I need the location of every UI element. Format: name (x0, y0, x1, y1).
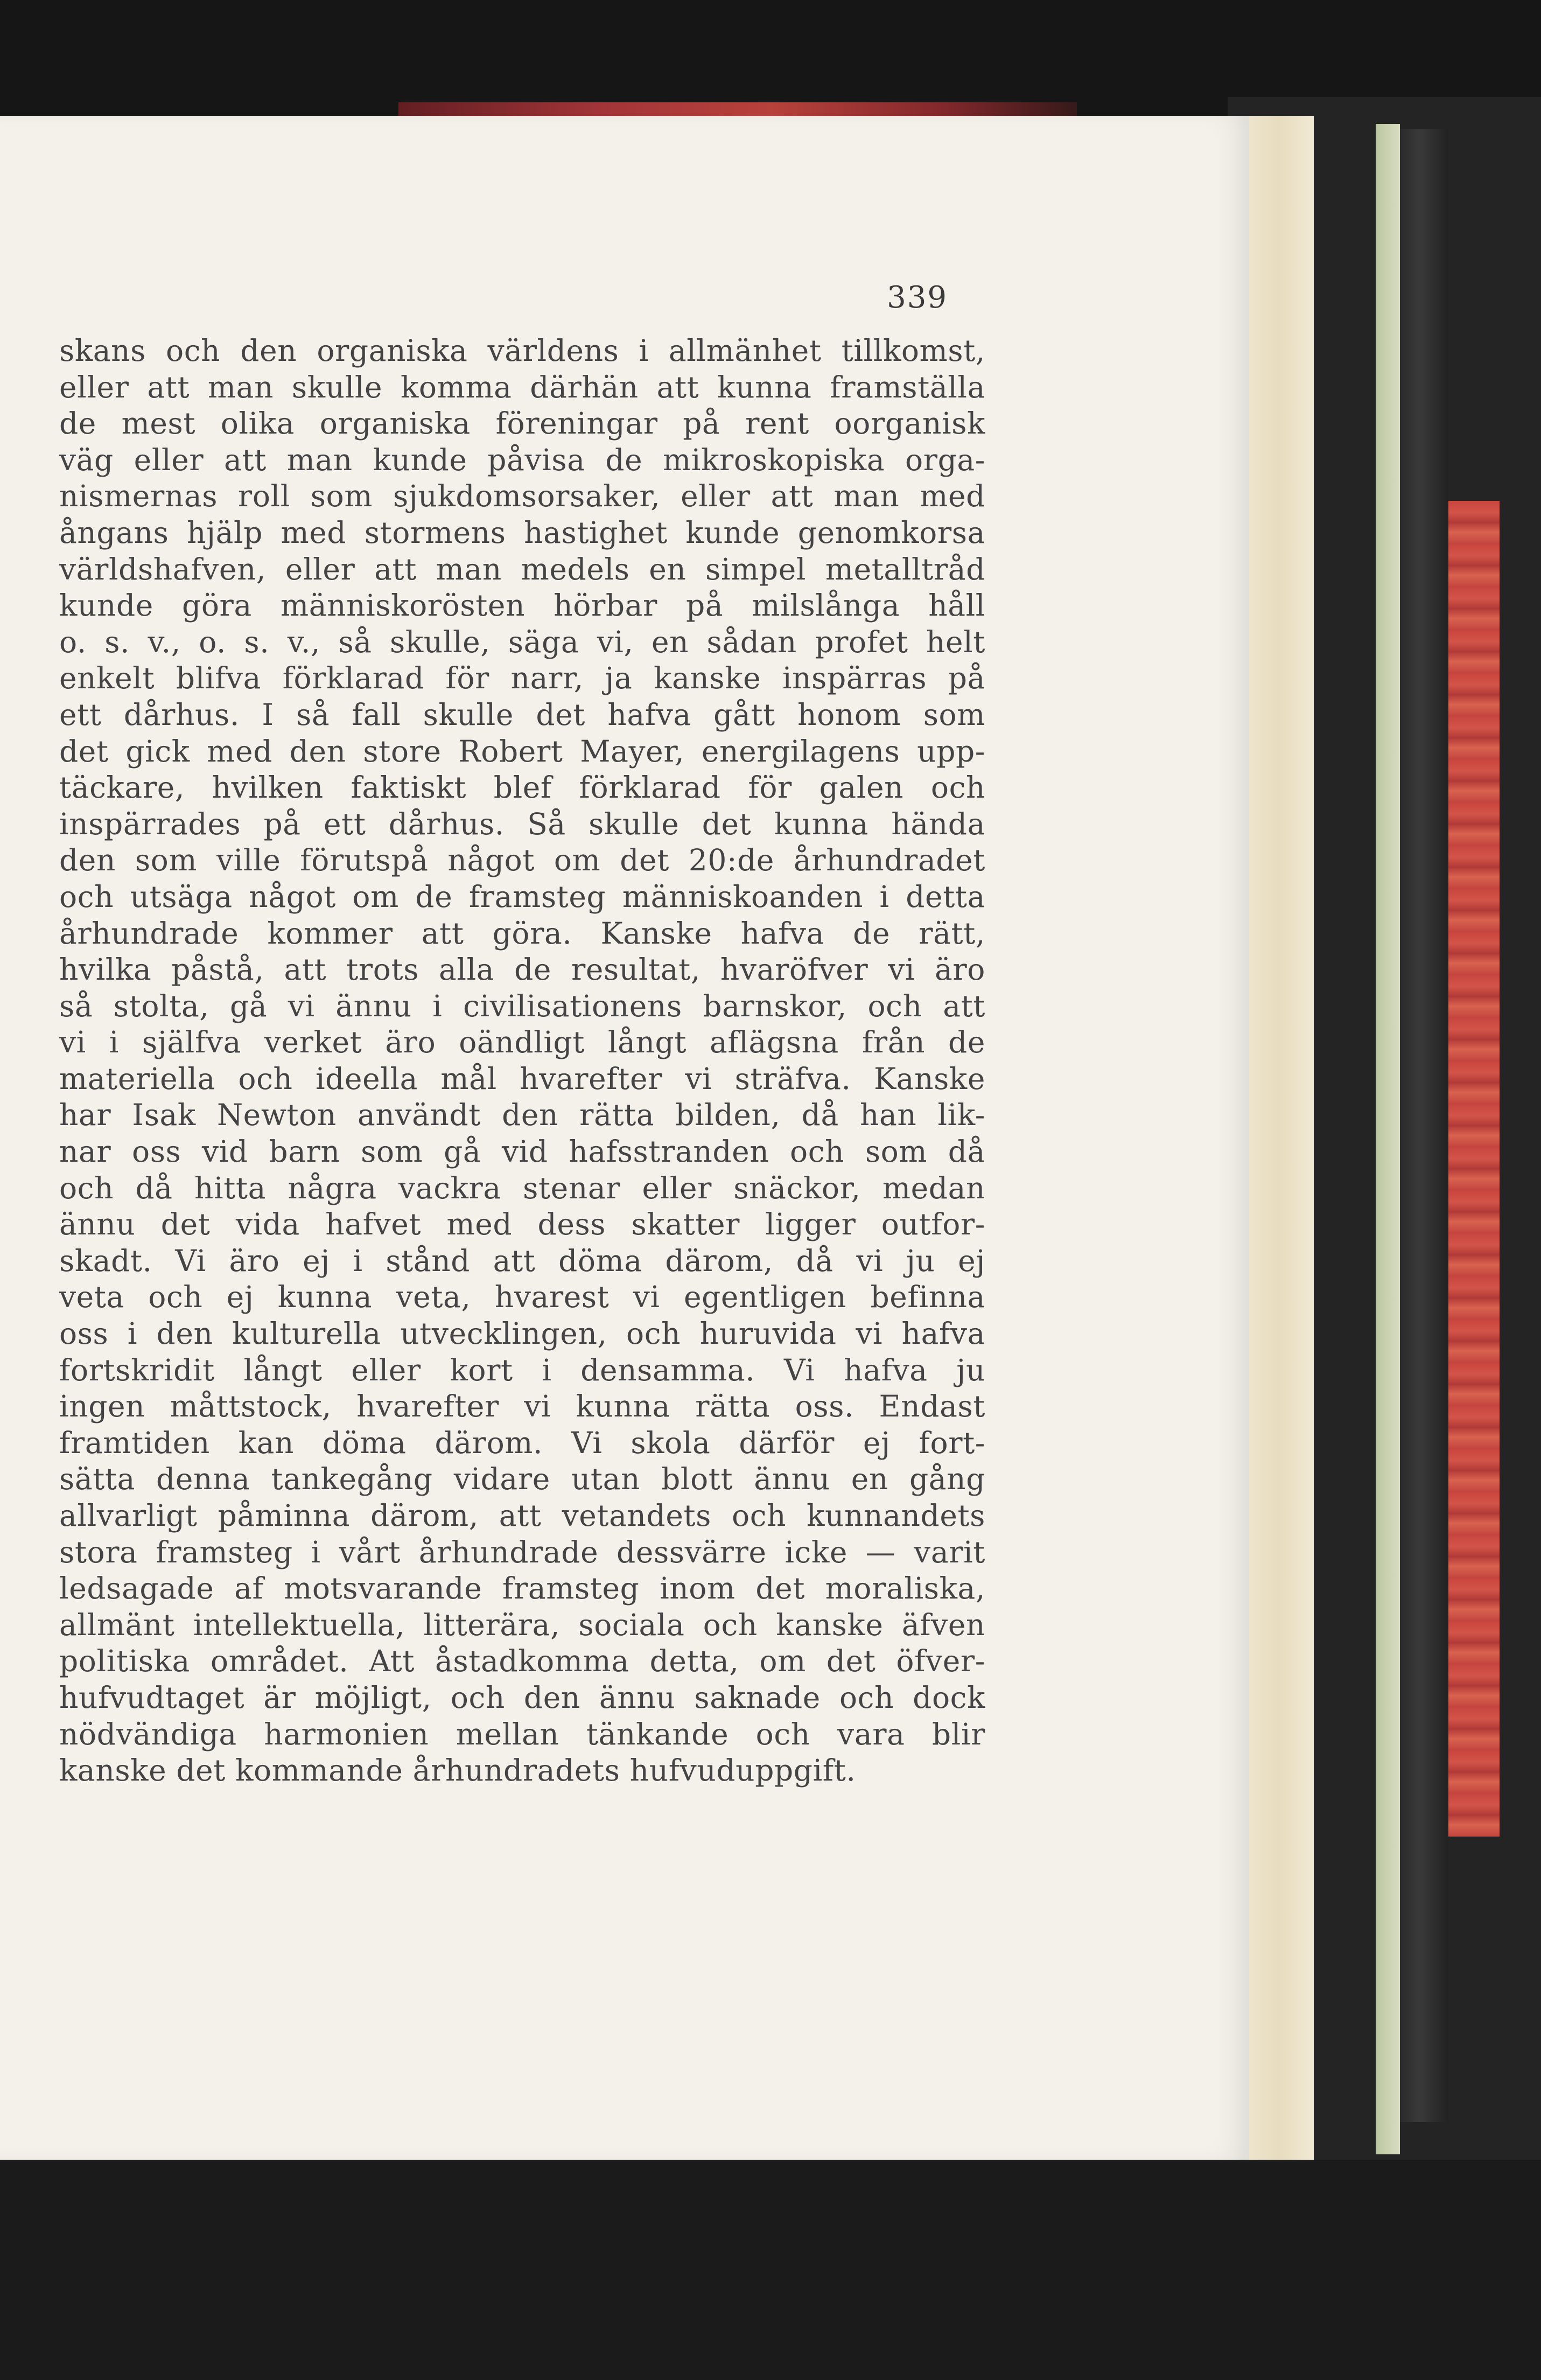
text-line: ett dårhus. I så fall skulle det hafva gått honom som (59, 697, 985, 732)
text-line: enkelt blifva förklarad för narr, ja kanske inspärras på (59, 661, 985, 696)
text-line: väg eller att man kunde påvisa de mikroskopiska orga- (59, 442, 985, 477)
text-line: eller att man skulle komma därhän att kunna framställa (59, 369, 985, 404)
text-line: kunde göra människorösten hörbar på milslånga håll (59, 588, 985, 623)
text-line: sätta denna tankegång vidare utan blott ännu en gång (59, 1462, 985, 1497)
text-line: så stolta, gå vi ännu i civilisationens barnskor, och att (59, 988, 985, 1023)
text-line: ännu det vida hafvet med dess skatter ligger outfor- (59, 1207, 985, 1242)
text-line: inspärrades på ett dårhus. Så skulle det kunna hända (59, 806, 985, 841)
text-line: kanske det kommande århundradets hufvuduppgift. (59, 1753, 856, 1788)
text-line: framtiden kan döma därom. Vi skola därför ej fort- (59, 1425, 985, 1460)
text-line: skadt. Vi äro ej i stånd att döma därom, då vi ju ej (59, 1243, 985, 1278)
text-line: den som ville förutspå något om det 20:de århundradet (59, 843, 985, 878)
text-line: allvarligt påminna därom, att vetandets och kunnandets (59, 1498, 985, 1533)
scan-bottom-margin (0, 2160, 1541, 2380)
text-line: nismernas roll som sjukdomsorsaker, eller att man med (59, 479, 985, 514)
text-line: det gick med den store Robert Mayer, energilagens upp- (59, 734, 985, 769)
text-line: nödvändiga harmonien mellan tänkande och vara blir (59, 1716, 985, 1751)
text-line: stora framsteg i vårt århundrade dessvärre icke — varit (59, 1534, 985, 1569)
body-text (59, 333, 985, 1789)
text-line: ingen måttstock, hvarefter vi kunna rätta oss. Endast (59, 1389, 985, 1424)
page-stack-edge (1244, 116, 1314, 2162)
text-line: o. s. v., o. s. v., så skulle, säga vi, en sådan profet helt (59, 624, 985, 659)
text-line: politiska området. Att åstadkomma detta, om det öfver- (59, 1644, 985, 1679)
page-number: 339 (887, 280, 948, 315)
text-line: täckare, hvilken faktiskt blef förklarad för galen och (59, 770, 985, 805)
text-line: oss i den kulturella utvecklingen, och huruvida vi hafva (59, 1316, 985, 1351)
text-line: veta och ej kunna veta, hvarest vi egentligen befinna (59, 1280, 985, 1315)
text-line: allmänt intellektuella, litterära, sociala och kanske äfven (59, 1607, 985, 1642)
text-line: har Isak Newton användt den rätta bilden, då han lik- (59, 1098, 985, 1133)
text-line: århundrade kommer att göra. Kanske hafva de rätt, (59, 916, 985, 951)
text-line: fortskridit långt eller kort i densamma. Vi hafva ju (59, 1352, 985, 1387)
text-line: nar oss vid barn som gå vid hafsstranden och som då (59, 1134, 985, 1169)
text-line: vi i själfva verket äro oändligt långt aflägsna från de (59, 1025, 985, 1060)
red-fore-edge (1448, 501, 1500, 1837)
text-line: ledsagade af motsvarande framsteg inom det moraliska, (59, 1571, 985, 1606)
text-line: och utsäga något om de framsteg människoanden i detta (59, 879, 985, 914)
page-edge-tint (1376, 124, 1400, 2154)
text-line: de mest olika organiska föreningar på rent oorganisk (59, 406, 985, 441)
text-line: hufvudtaget är möjligt, och den ännu saknade och dock (59, 1680, 985, 1715)
text-line: skans och den organiska världens i allmänhet tillkomst, (59, 333, 985, 368)
text-line: ångans hjälp med stormens hastighet kunde genomkorsa (59, 515, 985, 550)
text-line: världshafven, eller att man medels en simpel metalltråd (59, 552, 985, 587)
text-line: hvilka påstå, att trots alla de resultat, hvaröfver vi äro (59, 952, 985, 987)
spine-shadow (1400, 129, 1448, 2122)
text-line: materiella och ideella mål hvarefter vi sträfva. Kanske (59, 1061, 985, 1096)
text-line: och då hitta några vackra stenar eller snäckor, medan (59, 1170, 985, 1205)
